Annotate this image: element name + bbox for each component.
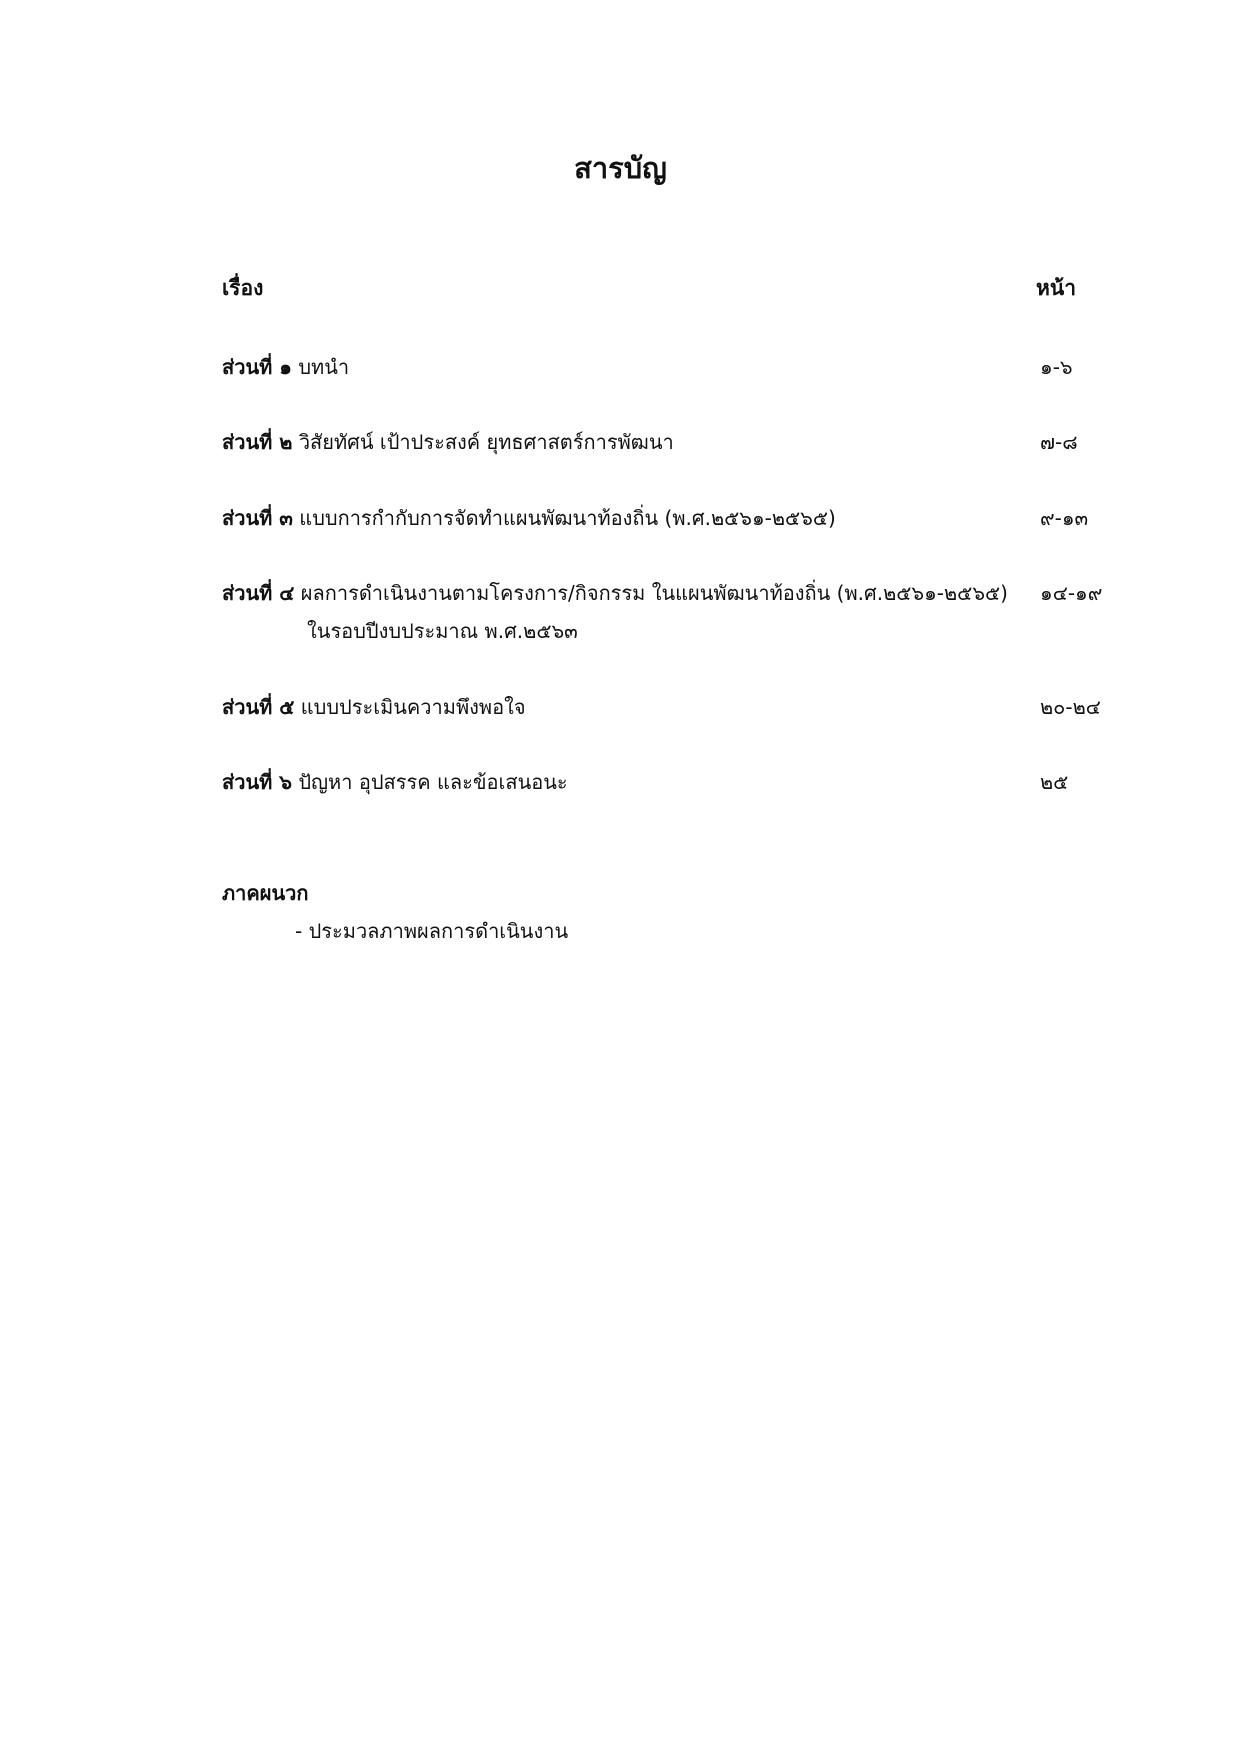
toc-entry-page: ๙-๑๓ — [1040, 506, 1089, 530]
toc-entry-title-continued: ในรอบปีงบประมาณ พ.ศ.๒๕๖๓ — [307, 619, 578, 643]
column-header-subject: เรื่อง — [222, 276, 264, 300]
toc-entry-section: ส่วนที่ ๕ — [222, 695, 295, 719]
column-header-page: หน้า — [1036, 276, 1076, 300]
toc-entry-section: ส่วนที่ ๖ — [222, 770, 292, 794]
toc-entry-page: ๑๔-๑๙ — [1040, 581, 1103, 605]
toc-entry — [222, 499, 1122, 537]
toc-entry-title: แบบการกำกับการจัดทำแผนพัฒนาท้องถิ่น (พ.ศ.๒๕๖๑-๒๕๖๕) — [299, 506, 836, 530]
toc-entry-title: บทนำ — [298, 355, 350, 379]
toc-entry-section: ส่วนที่ ๑ — [222, 355, 292, 379]
toc-entry-section: ส่วนที่ ๒ — [222, 430, 293, 454]
toc-entry-title: ปัญหา อุปสรรค และข้อเสนอนะ — [298, 770, 568, 794]
toc-entry-title: ผลการดำเนินงานตามโครงการ/กิจกรรม ในแผนพัฒนาท้องถิ่น (พ.ศ.๒๕๖๑-๒๕๖๕) — [300, 581, 1008, 605]
toc-entry-page: ๒๐-๒๔ — [1040, 695, 1101, 719]
toc-entry-title: แบบประเมินความพึงพอใจ — [300, 695, 526, 719]
toc-entry-section: ส่วนที่ ๔ — [222, 581, 295, 605]
toc-entry-page: ๑-๖ — [1040, 355, 1073, 379]
toc-entry — [222, 688, 1122, 726]
toc-entry — [222, 348, 1122, 386]
toc-entry-page: ๒๕ — [1040, 770, 1069, 794]
appendix-heading: ภาคผนวก — [222, 881, 309, 905]
appendix-item: - ประมวลภาพผลการดำเนินงาน — [295, 919, 569, 943]
toc-entry — [222, 574, 1122, 650]
toc-entry — [222, 423, 1122, 461]
toc-entry — [222, 763, 1122, 801]
toc-entry-section: ส่วนที่ ๓ — [222, 506, 293, 530]
toc-entry-title: วิสัยทัศน์ เป้าประสงค์ ยุทธศาสตร์การพัฒนา — [298, 430, 674, 454]
document-title: สารบัญ — [574, 151, 667, 185]
toc-entry-page: ๗-๘ — [1040, 430, 1078, 454]
